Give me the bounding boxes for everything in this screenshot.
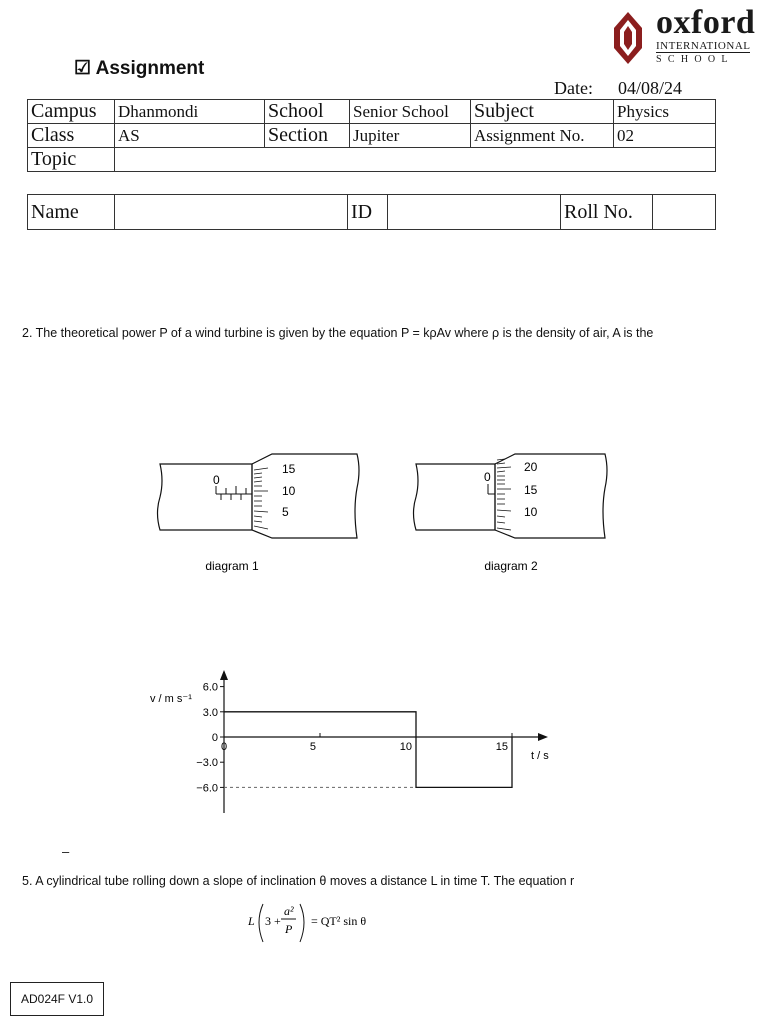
name-label: Name <box>28 195 115 230</box>
section-label: Section <box>265 124 350 148</box>
topic-field[interactable] <box>115 148 716 172</box>
roll-label: Roll No. <box>561 195 653 230</box>
topic-label: Topic <box>28 148 115 172</box>
x-tick-label: 5 <box>309 741 316 753</box>
y-ticks <box>196 682 224 795</box>
subject-value: Physics <box>614 100 716 124</box>
y-axis-label: v / m s⁻¹ <box>150 693 192 705</box>
section-value: Jupiter <box>350 124 471 148</box>
x-tick-label: 0 <box>220 741 228 753</box>
y-tick-label: 0 <box>211 732 218 744</box>
x-ticks <box>221 733 512 753</box>
id-label: ID <box>348 195 388 230</box>
roll-field[interactable] <box>653 195 716 230</box>
eq-three-plus: 3 + <box>265 914 281 928</box>
x-axis-arrow <box>538 733 548 741</box>
diagram2-label-20: 20 <box>524 460 538 474</box>
school-label: School <box>265 100 350 124</box>
eq-L: L <box>248 914 255 928</box>
question-2-text: 2. The theoretical power P of a wind turbine is given by the equation P = kρAv where ρ is the density of air, A is the <box>22 326 654 340</box>
question-5-text: 5. A cylindrical tube rolling down a slope of inclination θ moves a distance L in time T. The equation r <box>22 874 575 888</box>
diagram2-label-10: 10 <box>524 505 538 519</box>
velocity-series <box>224 712 512 788</box>
diagram2-label-15: 15 <box>524 483 538 497</box>
x-axis-label: t / s <box>531 750 549 762</box>
x-tick-label: 10 <box>399 741 412 753</box>
campus-label: Campus <box>28 100 115 124</box>
micrometer-diagram-1 <box>158 454 360 573</box>
y-tick-label: −3.0 <box>196 757 218 770</box>
campus-value: Dhanmondi <box>115 100 265 124</box>
class-label: Class <box>28 124 115 148</box>
class-value: AS <box>115 124 265 148</box>
assignment-tag: ☑ Assignment <box>74 58 205 79</box>
diagram1-main-label: 0 <box>213 473 220 487</box>
eq-rhs: = QT² sin θ <box>311 914 367 928</box>
date-value: 04/08/24 <box>618 78 683 98</box>
diagram2-caption: diagram 2 <box>484 559 538 573</box>
date-label: Date: <box>554 78 593 98</box>
stray-dash: – <box>62 844 70 859</box>
diagram2-main-label: 0 <box>484 470 491 484</box>
assignment-no-value: 02 <box>614 124 716 148</box>
assignment-no-label: Assignment No. <box>471 124 614 148</box>
equation <box>245 898 375 948</box>
diagram1-label-15: 15 <box>282 462 296 476</box>
school-value: Senior School <box>350 100 471 124</box>
y-tick-label: 6.0 <box>202 681 218 694</box>
subject-label: Subject <box>471 100 614 124</box>
form-code-box: AD024F V1.0 <box>10 982 104 1016</box>
y-tick-label: −6.0 <box>196 782 218 795</box>
info-table <box>27 99 716 172</box>
eq-numerator: a² <box>284 904 294 918</box>
y-axis-arrow <box>220 670 228 680</box>
y-tick-label: 3.0 <box>202 706 218 719</box>
logo-subtitle-school: SCHOOL <box>656 54 734 65</box>
student-table <box>27 194 716 230</box>
name-field[interactable] <box>115 195 348 230</box>
velocity-time-graph <box>140 668 560 818</box>
micrometer-diagram-2 <box>414 454 608 573</box>
diagram1-label-5: 5 <box>282 505 289 519</box>
diagram1-caption: diagram 1 <box>205 559 259 573</box>
logo-wordmark: oxford <box>656 4 756 41</box>
micrometer-diagrams <box>150 448 620 578</box>
x-tick-label: 15 <box>495 741 508 753</box>
diagram1-label-10: 10 <box>282 484 296 498</box>
logo-subtitle: INTERNATIONAL <box>656 40 751 52</box>
id-field[interactable] <box>388 195 561 230</box>
eq-denominator: P <box>285 922 293 936</box>
